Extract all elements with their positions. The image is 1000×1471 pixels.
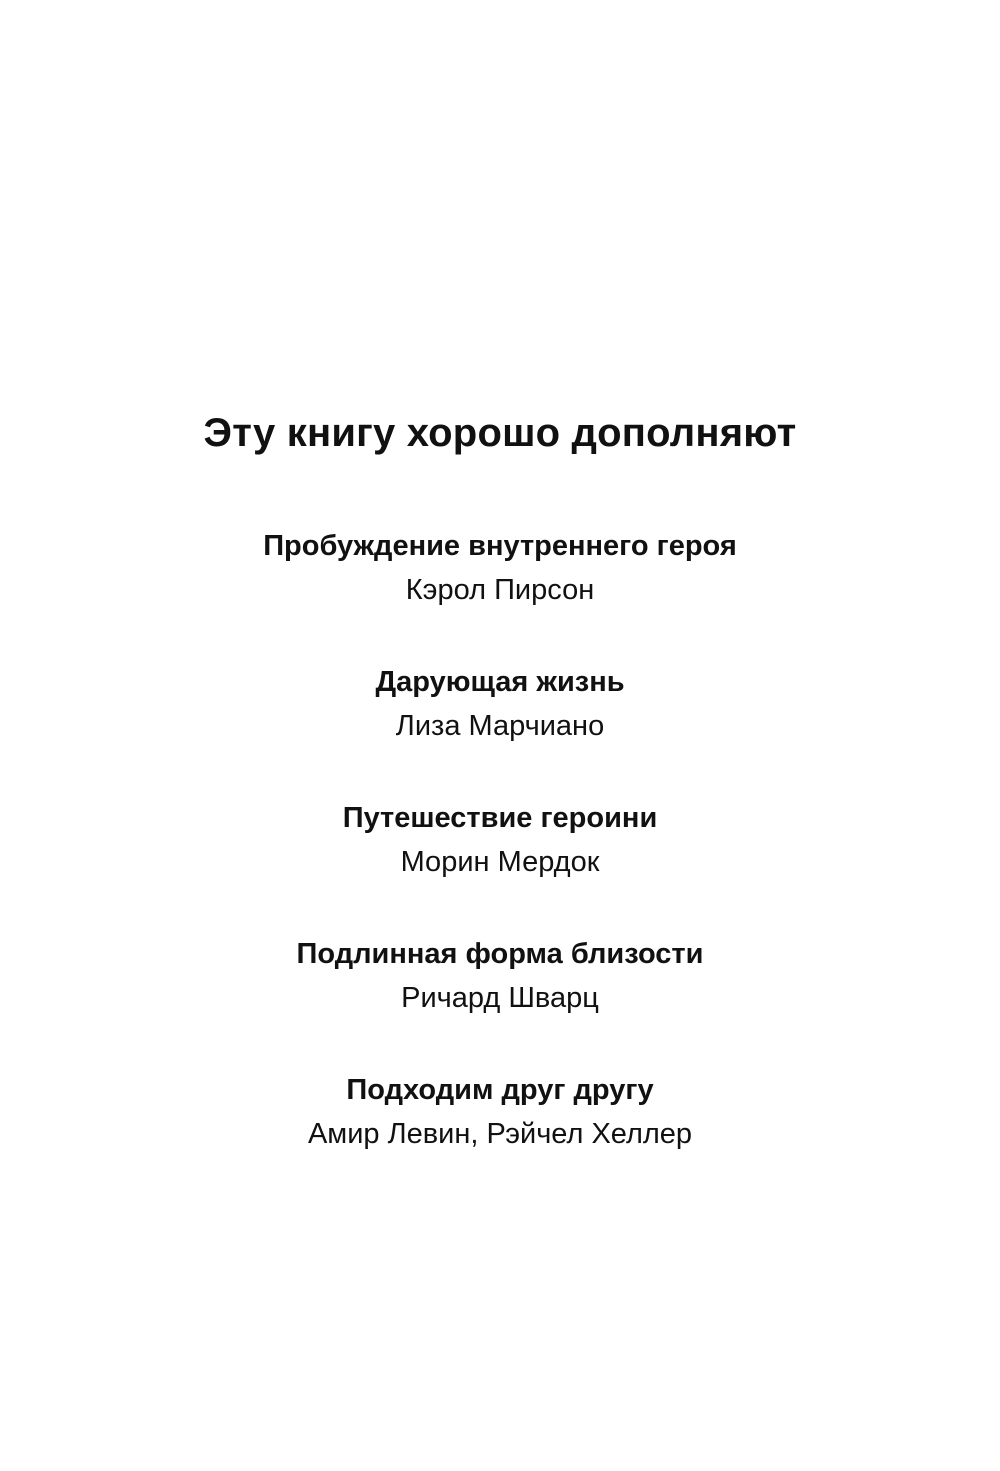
book-author: Ричард Шварц	[401, 982, 599, 1014]
book-author: Кэрол Пирсон	[405, 574, 595, 606]
list-item	[0, 1068, 1000, 1204]
page-heading: Эту книгу хорошо дополняют	[203, 410, 797, 455]
list-item	[0, 932, 1000, 1068]
recommended-books-list	[0, 524, 1000, 1204]
book-title: Пробуждение внутреннего героя	[263, 530, 737, 562]
book-author: Лиза Марчиано	[395, 710, 605, 742]
book-title: Дарующая жизнь	[375, 666, 625, 698]
book-title: Подходим друг другу	[346, 1074, 654, 1106]
list-item	[0, 660, 1000, 796]
list-item	[0, 796, 1000, 932]
book-title: Путешествие героини	[342, 802, 658, 834]
book-author: Морин Мердок	[400, 846, 600, 878]
list-item	[0, 524, 1000, 660]
book-title: Подлинная форма близости	[296, 938, 704, 970]
book-author: Амир Левин, Рэйчел Хеллер	[307, 1118, 693, 1150]
